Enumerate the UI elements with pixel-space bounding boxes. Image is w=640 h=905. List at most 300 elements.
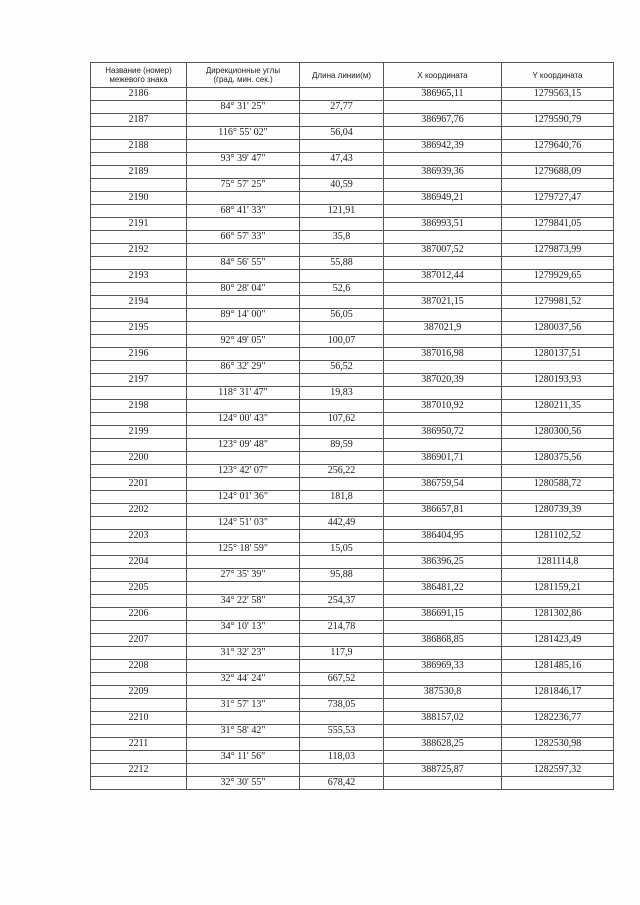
directional-angle: 34° 11' 56" [187,751,300,764]
segment-row [91,309,614,322]
y-coordinate: 1279841,05 [502,218,614,231]
x-coordinate: 386969,33 [384,660,502,673]
length-cell-empty [300,556,384,569]
y-coordinate: 1279640,76 [502,140,614,153]
name-cell-empty [91,101,187,114]
directional-angle: 27° 35' 39" [187,569,300,582]
segment-row [91,153,614,166]
length-cell-empty [300,322,384,335]
x-cell-empty [384,309,502,322]
x-coordinate: 387010,92 [384,400,502,413]
point-name: 2205 [91,582,187,595]
col-header-y: Y координата [502,63,614,88]
angle-cell-empty [187,322,300,335]
x-coordinate: 387021,9 [384,322,502,335]
angle-cell-empty [187,504,300,517]
col-header-angle: Дирекционные углы (град. мин. сек.) [187,63,300,88]
name-cell-empty [91,153,187,166]
directional-angle: 34° 10' 13" [187,621,300,634]
header-row [91,63,614,88]
directional-angle: 68° 41' 33" [187,205,300,218]
directional-angle: 31° 57' 13" [187,699,300,712]
line-length: 95,88 [300,569,384,582]
directional-angle: 32° 44' 24" [187,673,300,686]
y-coordinate: 1281114,8 [502,556,614,569]
x-coordinate: 386901,71 [384,452,502,465]
name-cell-empty [91,361,187,374]
name-cell-empty [91,231,187,244]
x-coordinate: 386404,95 [384,530,502,543]
point-name: 2189 [91,166,187,179]
x-coordinate: 388157,02 [384,712,502,725]
directional-angle: 124° 00' 43" [187,413,300,426]
y-coordinate: 1279873,99 [502,244,614,257]
segment-row [91,777,614,790]
col-header-name: Название (номер) межевого знака [91,63,187,88]
name-cell-empty [91,569,187,582]
length-cell-empty [300,244,384,257]
x-cell-empty [384,179,502,192]
x-cell-empty [384,595,502,608]
directional-angle: 84° 31' 25" [187,101,300,114]
line-length: 35,8 [300,231,384,244]
x-cell-empty [384,673,502,686]
point-name: 2204 [91,556,187,569]
point-row [91,192,614,205]
point-row [91,270,614,283]
point-row [91,608,614,621]
y-coordinate: 1280193,93 [502,374,614,387]
x-coordinate: 386396,25 [384,556,502,569]
point-name: 2194 [91,296,187,309]
angle-cell-empty [187,530,300,543]
point-name: 2209 [91,686,187,699]
point-row [91,686,614,699]
y-cell-empty [502,725,614,738]
angle-cell-empty [187,192,300,205]
point-name: 2203 [91,530,187,543]
line-length: 738,05 [300,699,384,712]
x-coordinate: 386967,76 [384,114,502,127]
length-cell-empty [300,88,384,101]
angle-cell-empty [187,244,300,257]
length-cell-empty [300,608,384,621]
x-coordinate: 387020,39 [384,374,502,387]
line-length: 56,04 [300,127,384,140]
y-cell-empty [502,699,614,712]
directional-angle: 34° 22' 58" [187,595,300,608]
point-row [91,764,614,777]
y-coordinate: 1280588,72 [502,478,614,491]
y-cell-empty [502,309,614,322]
y-coordinate: 1281159,21 [502,582,614,595]
x-cell-empty [384,517,502,530]
y-coordinate: 1281302,86 [502,608,614,621]
point-row [91,556,614,569]
point-name: 2199 [91,426,187,439]
y-cell-empty [502,387,614,400]
y-cell-empty [502,127,614,140]
segment-row [91,751,614,764]
line-length: 442,49 [300,517,384,530]
x-cell-empty [384,465,502,478]
x-coordinate: 388628,25 [384,738,502,751]
angle-cell-empty [187,114,300,127]
line-length: 55,88 [300,257,384,270]
col-header-x: X координата [384,63,502,88]
name-cell-empty [91,465,187,478]
directional-angle: 89° 14' 00" [187,309,300,322]
x-cell-empty [384,647,502,660]
x-coordinate: 386950,72 [384,426,502,439]
y-coordinate: 1280375,56 [502,452,614,465]
segment-row [91,413,614,426]
point-name: 2195 [91,322,187,335]
point-row [91,166,614,179]
directional-angle: 118° 31' 47" [187,387,300,400]
segment-row [91,439,614,452]
point-name: 2197 [91,374,187,387]
x-coordinate: 387016,98 [384,348,502,361]
y-coordinate: 1280037,56 [502,322,614,335]
angle-cell-empty [187,686,300,699]
point-name: 2201 [91,478,187,491]
length-cell-empty [300,426,384,439]
x-cell-empty [384,361,502,374]
x-cell-empty [384,387,502,400]
point-row [91,296,614,309]
y-coordinate: 1279688,09 [502,166,614,179]
y-cell-empty [502,179,614,192]
point-row [91,218,614,231]
x-coordinate: 387021,15 [384,296,502,309]
name-cell-empty [91,491,187,504]
line-length: 667,52 [300,673,384,686]
line-length: 555,53 [300,725,384,738]
name-cell-empty [91,647,187,660]
segment-row [91,361,614,374]
directional-angle: 93° 39' 47" [187,153,300,166]
name-cell-empty [91,127,187,140]
angle-cell-empty [187,426,300,439]
x-cell-empty [384,569,502,582]
point-row [91,88,614,101]
point-name: 2188 [91,140,187,153]
segment-row [91,465,614,478]
angle-cell-empty [187,556,300,569]
point-name: 2192 [91,244,187,257]
length-cell-empty [300,764,384,777]
angle-cell-empty [187,88,300,101]
directional-angle: 124° 01' 36" [187,491,300,504]
coordinates-table [90,62,614,790]
y-coordinate: 1281423,49 [502,634,614,647]
directional-angle: 32° 30' 55" [187,777,300,790]
length-cell-empty [300,452,384,465]
line-length: 89,59 [300,439,384,452]
segment-row [91,647,614,660]
point-row [91,348,614,361]
angle-cell-empty [187,582,300,595]
line-length: 256,22 [300,465,384,478]
angle-cell-empty [187,166,300,179]
point-row [91,634,614,647]
angle-cell-empty [187,764,300,777]
x-cell-empty [384,491,502,504]
length-cell-empty [300,582,384,595]
name-cell-empty [91,751,187,764]
x-coordinate: 387012,44 [384,270,502,283]
y-cell-empty [502,335,614,348]
x-coordinate: 387530,8 [384,686,502,699]
line-length: 678,42 [300,777,384,790]
length-cell-empty [300,166,384,179]
y-cell-empty [502,153,614,166]
point-name: 2196 [91,348,187,361]
segment-row [91,231,614,244]
segment-row [91,543,614,556]
y-coordinate: 1280300,56 [502,426,614,439]
segment-row [91,205,614,218]
point-row [91,322,614,335]
segment-row [91,517,614,530]
x-coordinate: 386993,51 [384,218,502,231]
length-cell-empty [300,634,384,647]
name-cell-empty [91,517,187,530]
segment-row [91,699,614,712]
y-cell-empty [502,361,614,374]
y-cell-empty [502,283,614,296]
name-cell-empty [91,257,187,270]
y-coordinate: 1282597,32 [502,764,614,777]
directional-angle: 124° 51' 03" [187,517,300,530]
point-row [91,712,614,725]
length-cell-empty [300,400,384,413]
x-cell-empty [384,699,502,712]
x-cell-empty [384,751,502,764]
point-row [91,582,614,595]
y-coordinate: 1279929,65 [502,270,614,283]
angle-cell-empty [187,140,300,153]
y-coordinate: 1279727,47 [502,192,614,205]
line-length: 27,77 [300,101,384,114]
x-coordinate: 387007,52 [384,244,502,257]
x-coordinate: 386657,81 [384,504,502,517]
point-name: 2193 [91,270,187,283]
point-row [91,374,614,387]
x-cell-empty [384,127,502,140]
length-cell-empty [300,504,384,517]
line-length: 214,78 [300,621,384,634]
segment-row [91,283,614,296]
line-length: 117,9 [300,647,384,660]
x-cell-empty [384,231,502,244]
point-row [91,114,614,127]
name-cell-empty [91,387,187,400]
x-cell-empty [384,439,502,452]
name-cell-empty [91,413,187,426]
name-cell-empty [91,439,187,452]
line-length: 15,05 [300,543,384,556]
directional-angle: 123° 09' 48" [187,439,300,452]
length-cell-empty [300,712,384,725]
y-coordinate: 1282530,98 [502,738,614,751]
directional-angle: 31° 58' 42" [187,725,300,738]
directional-angle: 31° 32' 23" [187,647,300,660]
length-cell-empty [300,140,384,153]
length-cell-empty [300,218,384,231]
directional-angle: 66° 57' 33" [187,231,300,244]
directional-angle: 75° 57' 25" [187,179,300,192]
y-coordinate: 1280211,35 [502,400,614,413]
line-length: 121,91 [300,205,384,218]
angle-cell-empty [187,634,300,647]
x-cell-empty [384,205,502,218]
x-coordinate: 386949,21 [384,192,502,205]
line-length: 118,03 [300,751,384,764]
line-length: 181,8 [300,491,384,504]
point-row [91,140,614,153]
name-cell-empty [91,543,187,556]
point-name: 2187 [91,114,187,127]
point-name: 2206 [91,608,187,621]
y-cell-empty [502,465,614,478]
line-length: 40,59 [300,179,384,192]
y-coordinate: 1280739,39 [502,504,614,517]
line-length: 107,62 [300,413,384,426]
point-row [91,478,614,491]
y-cell-empty [502,543,614,556]
segment-row [91,569,614,582]
angle-cell-empty [187,400,300,413]
point-name: 2210 [91,712,187,725]
segment-row [91,257,614,270]
point-row [91,452,614,465]
line-length: 52,6 [300,283,384,296]
name-cell-empty [91,725,187,738]
length-cell-empty [300,296,384,309]
name-cell-empty [91,335,187,348]
line-length: 47,43 [300,153,384,166]
length-cell-empty [300,478,384,491]
length-cell-empty [300,114,384,127]
y-cell-empty [502,413,614,426]
directional-angle: 92° 49' 05" [187,335,300,348]
directional-angle: 116° 55' 02" [187,127,300,140]
x-coordinate: 386481,22 [384,582,502,595]
x-cell-empty [384,777,502,790]
y-coordinate: 1281485,16 [502,660,614,673]
length-cell-empty [300,192,384,205]
angle-cell-empty [187,270,300,283]
y-cell-empty [502,491,614,504]
segment-row [91,595,614,608]
point-row [91,738,614,751]
angle-cell-empty [187,478,300,491]
y-coordinate: 1279563,15 [502,88,614,101]
y-cell-empty [502,439,614,452]
x-cell-empty [384,621,502,634]
y-cell-empty [502,621,614,634]
length-cell-empty [300,686,384,699]
x-cell-empty [384,725,502,738]
segment-row [91,179,614,192]
segment-row [91,673,614,686]
point-name: 2186 [91,88,187,101]
x-cell-empty [384,101,502,114]
name-cell-empty [91,621,187,634]
segment-row [91,127,614,140]
angle-cell-empty [187,218,300,231]
name-cell-empty [91,777,187,790]
y-coordinate: 1282236,77 [502,712,614,725]
length-cell-empty [300,660,384,673]
angle-cell-empty [187,296,300,309]
x-cell-empty [384,283,502,296]
segment-row [91,621,614,634]
point-name: 2191 [91,218,187,231]
point-row [91,530,614,543]
y-cell-empty [502,569,614,582]
directional-angle: 84° 56' 55" [187,257,300,270]
x-coordinate: 388725,87 [384,764,502,777]
name-cell-empty [91,205,187,218]
x-coordinate: 386759,54 [384,478,502,491]
angle-cell-empty [187,660,300,673]
y-cell-empty [502,673,614,686]
line-length: 254,37 [300,595,384,608]
length-cell-empty [300,530,384,543]
directional-angle: 125° 18' 59" [187,543,300,556]
y-coordinate: 1279590,79 [502,114,614,127]
point-name: 2208 [91,660,187,673]
segment-row [91,725,614,738]
angle-cell-empty [187,608,300,621]
x-cell-empty [384,153,502,166]
angle-cell-empty [187,738,300,751]
point-row [91,660,614,673]
x-coordinate: 386868,85 [384,634,502,647]
y-cell-empty [502,231,614,244]
angle-cell-empty [187,348,300,361]
name-cell-empty [91,283,187,296]
line-length: 56,52 [300,361,384,374]
x-cell-empty [384,413,502,426]
y-cell-empty [502,205,614,218]
x-cell-empty [384,543,502,556]
y-coordinate: 1281102,52 [502,530,614,543]
segment-row [91,387,614,400]
angle-cell-empty [187,452,300,465]
length-cell-empty [300,270,384,283]
segment-row [91,491,614,504]
name-cell-empty [91,699,187,712]
length-cell-empty [300,738,384,751]
line-length: 56,05 [300,309,384,322]
x-coordinate: 386942,39 [384,140,502,153]
y-cell-empty [502,777,614,790]
length-cell-empty [300,374,384,387]
directional-angle: 123° 42' 07" [187,465,300,478]
point-name: 2190 [91,192,187,205]
col-header-length: Длина линии(м) [300,63,384,88]
y-coordinate: 1281846,17 [502,686,614,699]
angle-cell-empty [187,712,300,725]
name-cell-empty [91,309,187,322]
length-cell-empty [300,348,384,361]
y-coordinate: 1280137,51 [502,348,614,361]
point-name: 2207 [91,634,187,647]
